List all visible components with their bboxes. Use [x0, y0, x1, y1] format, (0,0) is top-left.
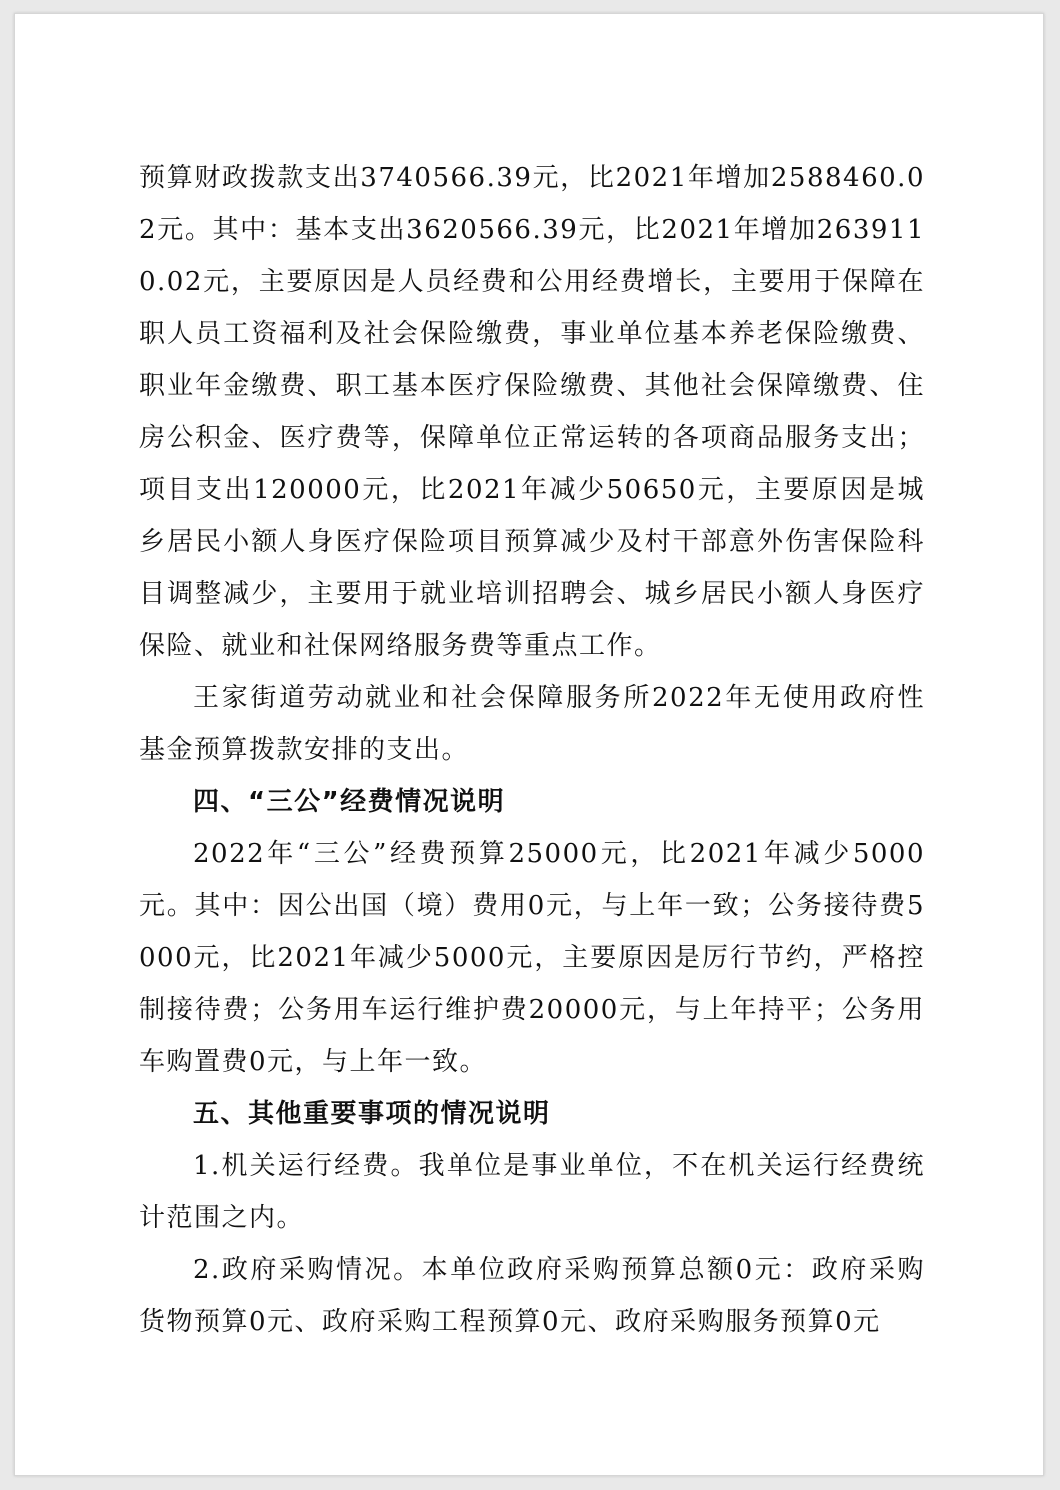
- document-page: [14, 13, 1044, 1476]
- paragraph-general-budget-expenditure: 预算财政拨款支出3740566.39元，比2021年增加2588460.02元。其中：基本支出3620566.39元，比2021年增加2639110.02元，主要原因是人员经费和公用经费增长，主要用于保障在职人员工资福利及社会保险缴费，事业单位基本养老保险缴费、职业年金缴费、职工基本医疗保险缴费、其他社会保障缴费、住房公积金、医疗费等，保障单位正常运转的各项商品服务支出；项目支出120000元，比2021年减少50650元，主要原因是城乡居民小额人身医疗保险项目预算减少及村干部意外伤害保险科目调整减少，主要用于就业培训招聘会、城乡居民小额人身医疗保险、就业和社保网络服务费等重点工作。: [139, 163, 925, 661]
- paragraph-government-procurement: 2.政府采购情况。本单位政府采购预算总额0元：政府采购货物预算0元、政府采购工程预算0元、政府采购服务预算0元: [139, 1255, 925, 1337]
- section-heading-three-public: 四、“三公”经费情况说明: [193, 787, 506, 817]
- paragraph-three-public-expenses: 2022年“三公”经费预算25000元，比2021年减少5000元。其中：因公出国（境）费用0元，与上年一致；公务接待费5000元，比2021年减少5000元，主要原因是厉行节约，严格控制接待费；公务用车运行维护费20000元，与上年持平；公务用车购置费0元，与上年一致。: [139, 839, 925, 1077]
- section-heading-other-matters: 五、其他重要事项的情况说明: [193, 1099, 551, 1129]
- paragraph-operating-expenses: 1.机关运行经费。我单位是事业单位，不在机关运行经费统计范围之内。: [139, 1151, 925, 1233]
- paragraph-government-fund: 王家街道劳动就业和社会保障服务所2022年无使用政府性基金预算拨款安排的支出。: [139, 683, 925, 765]
- document-body: [139, 152, 925, 1348]
